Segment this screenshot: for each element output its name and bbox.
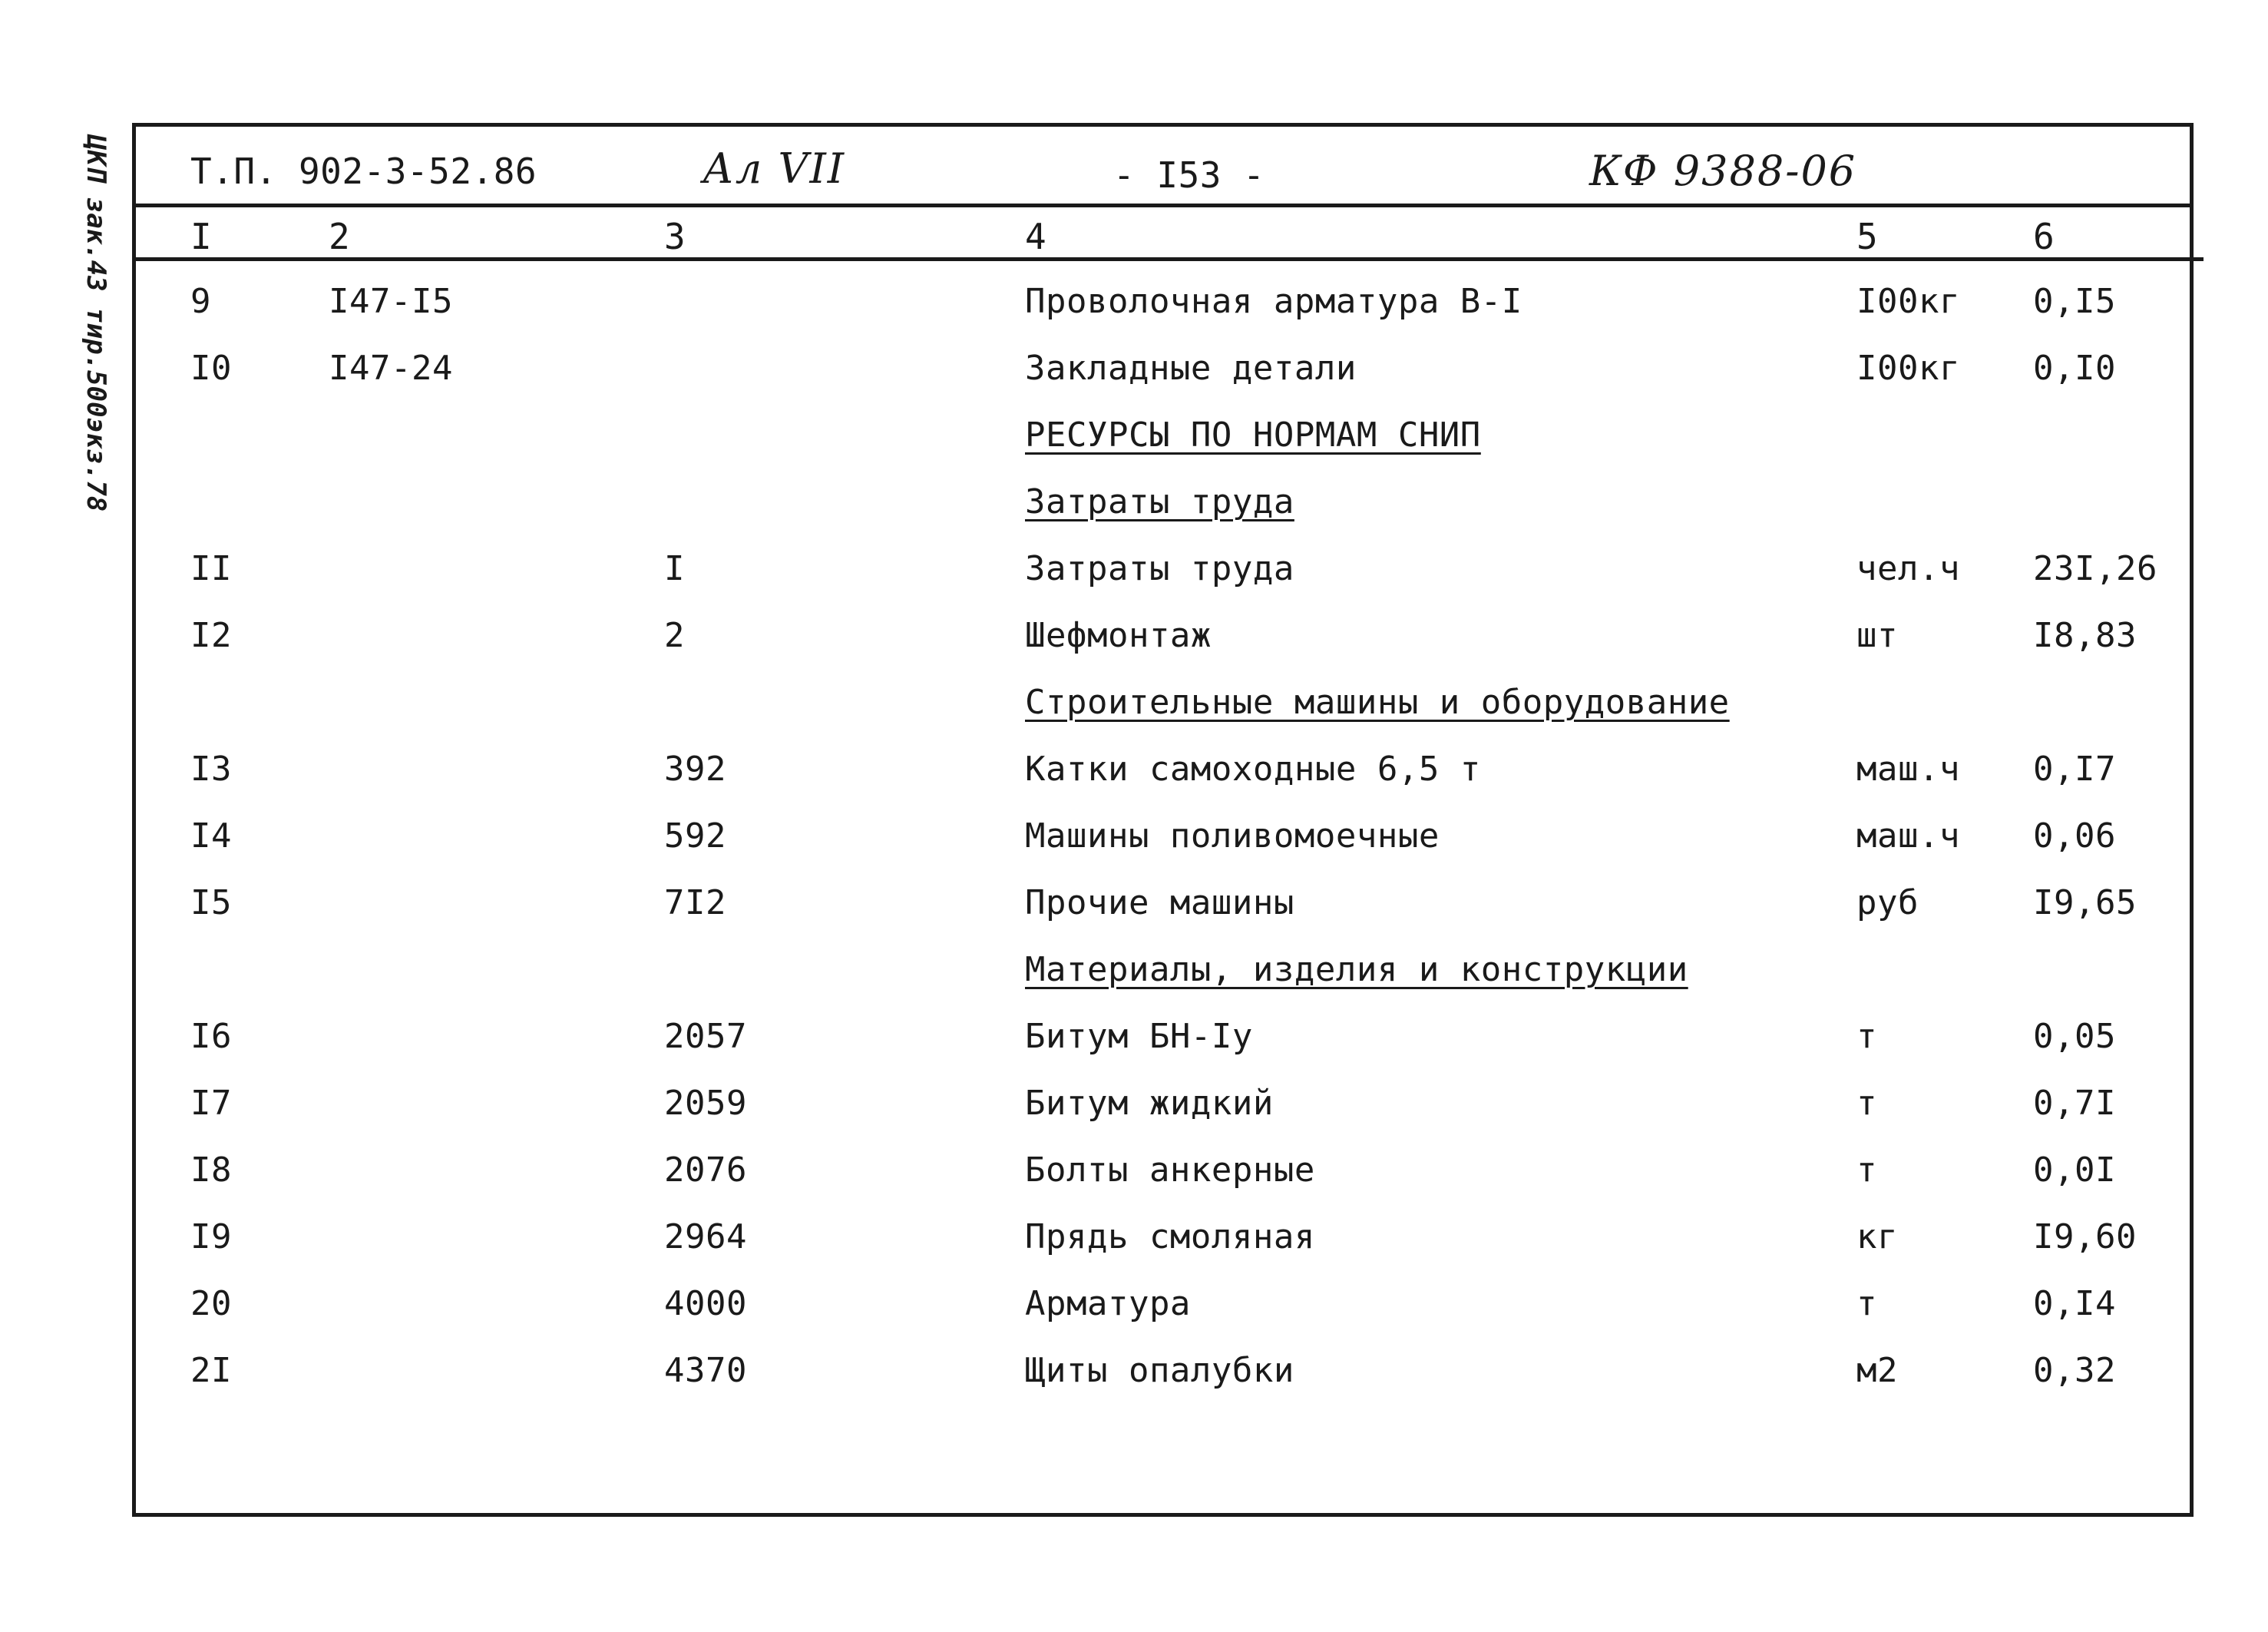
resource-code: 2059 bbox=[664, 1084, 747, 1123]
resource-code: 2964 bbox=[664, 1217, 747, 1256]
resource-name: Катки самоходные 6,5 т bbox=[1025, 750, 1481, 789]
resource-code: 2 bbox=[664, 616, 685, 655]
resource-name: Проволочная арматура В-I bbox=[1025, 282, 1522, 321]
row-number: I3 bbox=[190, 750, 232, 789]
unit: т bbox=[1856, 1017, 1877, 1056]
unit: руб bbox=[1856, 883, 1919, 922]
project-number: Т.П. 902-3-52.86 bbox=[190, 151, 537, 192]
row-number: 20 bbox=[190, 1284, 232, 1323]
column-header-3: 3 bbox=[664, 216, 686, 257]
resource-code: 4000 bbox=[664, 1284, 747, 1323]
quantity: 0,I4 bbox=[2033, 1284, 2116, 1323]
quantity: 0,I0 bbox=[2033, 349, 2116, 388]
row-number: I5 bbox=[190, 883, 232, 922]
norm-code: I47-24 bbox=[329, 349, 453, 388]
resource-name: Арматура bbox=[1025, 1284, 1191, 1323]
quantity: 0,32 bbox=[2033, 1351, 2116, 1390]
unit: маш.ч bbox=[1856, 816, 1960, 856]
resource-name: Прочие машины bbox=[1025, 883, 1294, 922]
unit: м2 bbox=[1856, 1351, 1898, 1390]
quantity: I9,65 bbox=[2033, 883, 2137, 922]
column-header-separator bbox=[134, 257, 2204, 261]
row-number: I6 bbox=[190, 1017, 232, 1056]
resource-name: Щиты опалубки bbox=[1025, 1351, 1294, 1390]
row-number: I8 bbox=[190, 1150, 232, 1190]
row-number: 2I bbox=[190, 1351, 232, 1390]
section-heading: Материалы, изделия и конструкции bbox=[1025, 950, 1688, 989]
page-number: - I53 - bbox=[1113, 154, 1265, 196]
column-header-4: 4 bbox=[1025, 216, 1047, 257]
quantity: 0,I5 bbox=[2033, 282, 2116, 321]
resource-code: 2057 bbox=[664, 1017, 747, 1056]
unit: чел.ч bbox=[1856, 549, 1960, 588]
quantity: 23I,26 bbox=[2033, 549, 2157, 588]
resource-name: Машины поливомоечные bbox=[1025, 816, 1440, 856]
resource-code: 4370 bbox=[664, 1351, 747, 1390]
row-number: 9 bbox=[190, 282, 211, 321]
unit: I00кг bbox=[1856, 349, 1960, 388]
quantity: 0,7I bbox=[2033, 1084, 2116, 1123]
row-number: I0 bbox=[190, 349, 232, 388]
row-number: II bbox=[190, 549, 232, 588]
document-code: КФ 9388-06 bbox=[1589, 147, 1857, 195]
section-heading: Строительные машины и оборудование bbox=[1025, 683, 1730, 722]
column-header-6: 6 bbox=[2033, 216, 2055, 257]
column-header-2: 2 bbox=[329, 216, 351, 257]
resource-code: I bbox=[664, 549, 685, 588]
resource-code: 592 bbox=[664, 816, 726, 856]
norm-code: I47-I5 bbox=[329, 282, 453, 321]
album-mark: Ал VII bbox=[703, 144, 846, 193]
quantity: 0,0I bbox=[2033, 1150, 2116, 1190]
resource-name: Битум БН-Iу bbox=[1025, 1017, 1253, 1056]
resource-code: 7I2 bbox=[664, 883, 726, 922]
resource-name: Закладные детали bbox=[1025, 349, 1357, 388]
unit: т bbox=[1856, 1284, 1877, 1323]
column-header-1: I bbox=[190, 216, 213, 257]
quantity: I9,60 bbox=[2033, 1217, 2137, 1256]
quantity: 0,06 bbox=[2033, 816, 2116, 856]
unit: т bbox=[1856, 1084, 1877, 1123]
unit: шт bbox=[1856, 616, 1898, 655]
resource-name: Прядь смоляная bbox=[1025, 1217, 1315, 1256]
resource-code: 392 bbox=[664, 750, 726, 789]
row-number: I7 bbox=[190, 1084, 232, 1123]
unit: маш.ч bbox=[1856, 750, 1960, 789]
resource-name: Болты анкерные bbox=[1025, 1150, 1315, 1190]
resource-name: Битум жидкий bbox=[1025, 1084, 1274, 1123]
resource-code: 2076 bbox=[664, 1150, 747, 1190]
quantity: I8,83 bbox=[2033, 616, 2137, 655]
resource-name: Шефмонтаж bbox=[1025, 616, 1212, 655]
section-heading: Затраты труда bbox=[1025, 482, 1294, 521]
row-number: I4 bbox=[190, 816, 232, 856]
margin-note-text: ЦКП зак.43 тир.500экз.78 bbox=[81, 134, 111, 512]
unit: I00кг bbox=[1856, 282, 1960, 321]
resource-name: Затраты труда bbox=[1025, 549, 1294, 588]
unit: кг bbox=[1856, 1217, 1898, 1256]
row-number: I9 bbox=[190, 1217, 232, 1256]
row-number: I2 bbox=[190, 616, 232, 655]
quantity: 0,I7 bbox=[2033, 750, 2116, 789]
section-heading: РЕСУРСЫ ПО НОРМАМ СНИП bbox=[1025, 415, 1481, 455]
quantity: 0,05 bbox=[2033, 1017, 2116, 1056]
unit: т bbox=[1856, 1150, 1877, 1190]
header-separator bbox=[134, 204, 2192, 207]
column-header-5: 5 bbox=[1856, 216, 1879, 257]
margin-print-note bbox=[73, 134, 119, 512]
